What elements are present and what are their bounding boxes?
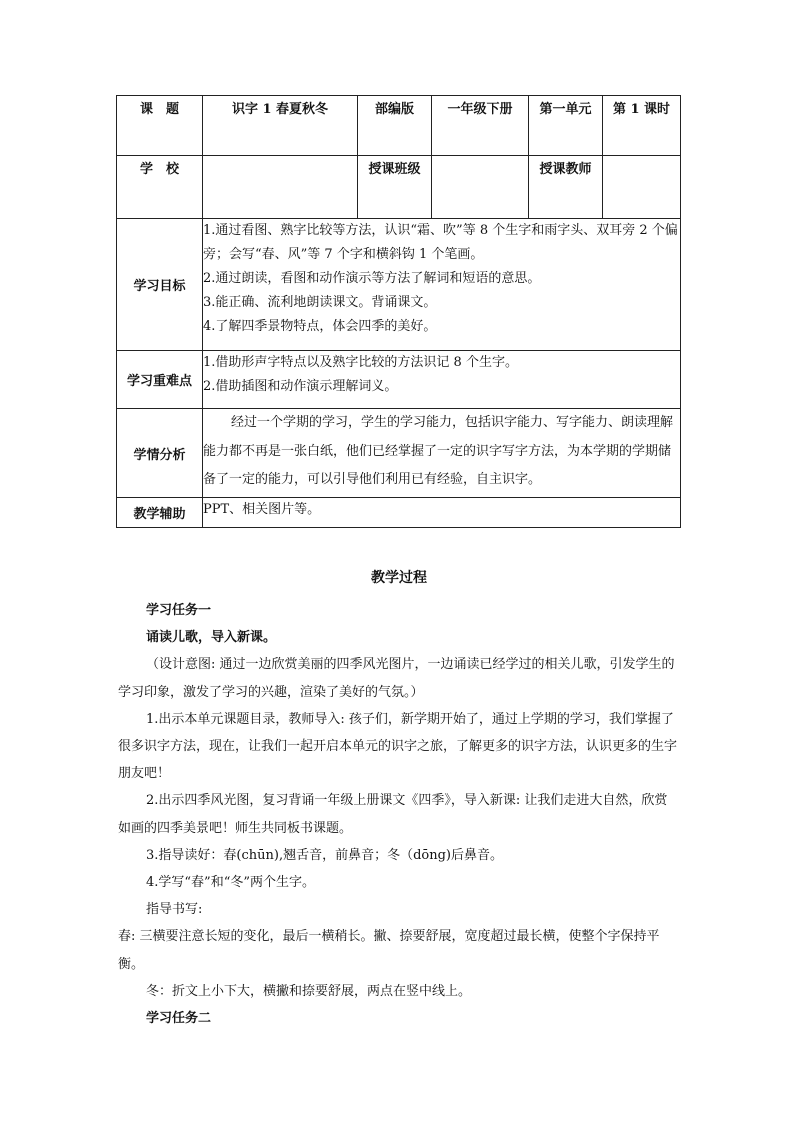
process-title: 教学过程 [371,570,427,586]
lesson-title: 识字 1 春夏秋冬 [203,96,358,156]
goal-item: 2.通过朗读，看图和动作演示等方法了解词和短语的意思。 [203,271,541,286]
unit: 第一单元 [529,96,603,156]
key-point-item: 1.借助形声字特点以及熟字比较的方法识记 8 个生字。 [203,355,518,370]
period: 第 1 课时 [603,96,681,156]
goal-item: 4.了解四季景物特点，体会四季的美好。 [203,319,437,334]
grade: 一年级下册 [432,96,529,156]
key-points-label: 学习重难点 [117,351,203,409]
analysis-text: 经过一个学期的学习，学生的学习能力，包括识字能力、写字能力、朗读理解能力都不再是一张白纸，他们已经掌握了一定的识字写字方法，为本学期的学期储备了一定的能力，可以引导他们利用已有经验，自主识字。 [203,409,681,498]
step-4: 4.学写“春”和“冬”两个生字。 [146,875,315,891]
teaching-process [118,567,680,1032]
lesson-info-table [116,95,681,528]
task1-title: 学习任务一 [146,603,212,618]
school-value [203,156,358,219]
goal-item: 3.能正确、流利地朗读课文。背诵课文。 [203,295,437,310]
aids-text: PPT、相关图片等。 [203,498,681,528]
key-points-row [117,351,681,409]
aids-row [117,498,681,528]
design-intent: （设计意图: 通过一边欣赏美丽的四季风光图片，一边诵读已经学过的相关儿歌，引发学生的学习印象，激发了学习的兴趣，渲染了美好的气氛。） [118,657,675,700]
chun-writing-note: 春: 三横要注意长短的变化，最后一横稍长。撇、捺要舒展，宽度超过最长横，使整个字保持平衡。 [118,929,660,972]
goals-row [117,219,681,351]
school-row [117,156,681,219]
step-2: 2.出示四季风光图，复习背诵一年级上册课文《四季》，导入新课: 让我们走进大自然，欣赏如画的四季美景吧！师生共同板书课题。 [118,793,668,836]
class-value [432,156,529,219]
writing-guide-label: 指导书写: [146,902,203,918]
task2-title: 学习任务二 [146,1011,212,1027]
teacher-value [603,156,681,219]
dong-writing-note: 冬：折文上小下大，横撇和捺要舒展，两点在竖中线上。 [146,983,472,999]
step-3: 3.指导读好：春(chūn),翘舌音，前鼻音；冬（dōng)后鼻音。 [146,847,503,863]
header-row [117,96,681,156]
aids-label: 教学辅助 [117,498,203,528]
goals-content [203,219,681,351]
edition: 部编版 [358,96,432,156]
goals-label: 学习目标 [117,219,203,351]
course-label: 课 题 [117,96,203,156]
analysis-label: 学情分析 [117,409,203,498]
task1-subtitle: 诵读儿歌，导入新课。 [146,630,277,646]
class-label: 授课班级 [358,156,432,219]
key-point-item: 2.借助插图和动作演示理解词义。 [203,379,398,394]
teacher-label: 授课教师 [529,156,603,219]
goal-item: 1.通过看图、熟字比较等方法，认识“霜、吹”等 8 个生字和雨字头、双耳旁 2 个偏旁；会写“春、风”等 7 个字和横斜钩 1 个笔画。 [203,223,678,262]
analysis-row [117,409,681,498]
step-1: 1.出示本单元课题目录，教师导入: 孩子们，新学期开始了，通过上学期的学习，我们掌握了很多识字方法，现在，让我们一起开启本单元的识字之旅，了解更多的识字方法，认识更多的生字朋友吧！ [118,711,678,782]
key-points-content [203,351,681,409]
school-label: 学 校 [117,156,203,219]
